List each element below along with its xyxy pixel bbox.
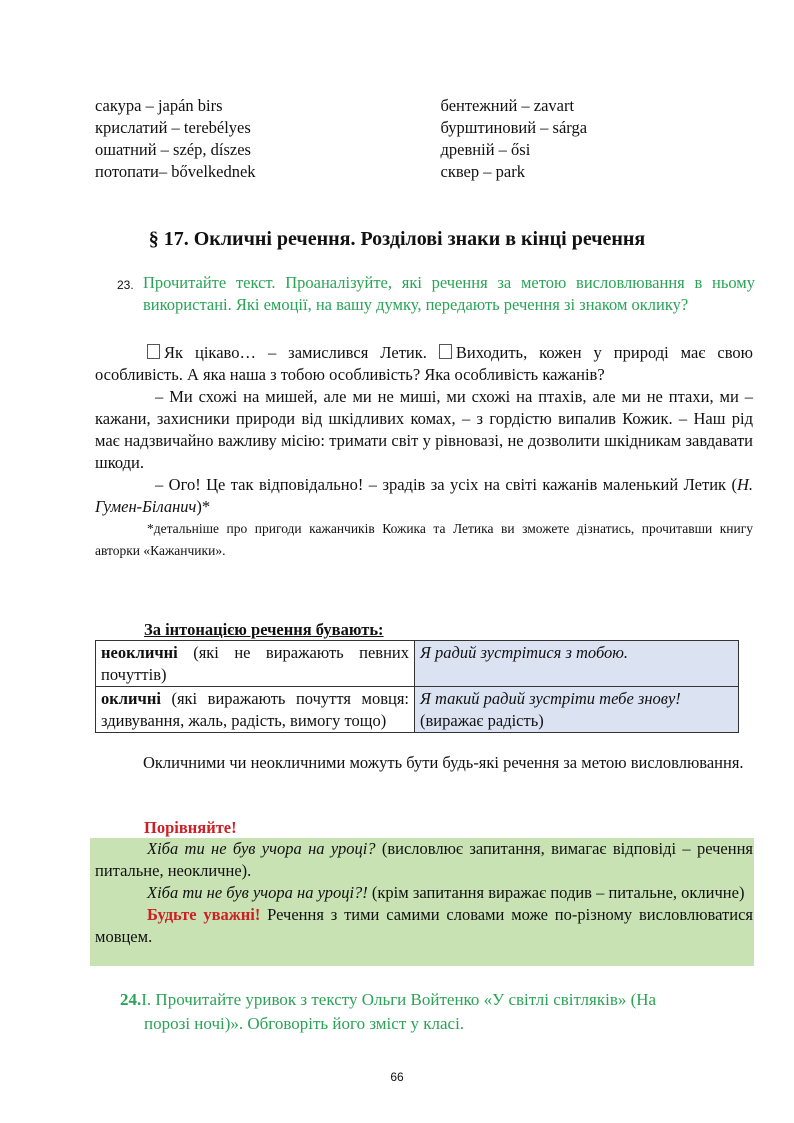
vocab-item: крислатий – terebélyes — [95, 118, 251, 137]
term-description: (які виражають почуття мовця: здивування, жаль, радість, вимогу тощо) — [101, 689, 409, 730]
task-instruction: І. Прочитайте уривок з тексту Ольги Войтенко «У світлі світляків» (На — [141, 990, 657, 1009]
task-24 — [120, 988, 754, 1036]
sentence-type-cell — [96, 641, 415, 687]
task-instruction: Прочитайте текст. Проаналізуйте, які речення за метою висловлювання в ньому використані. Які емоції, на вашу думку, передають речення зі знаком оклику? — [143, 273, 755, 314]
compare-sentence — [95, 838, 753, 882]
term: неокличні — [101, 643, 178, 662]
vocab-item: бурштиновий – sárga — [440, 118, 588, 137]
missing-glyph-icon — [439, 344, 452, 359]
vocab-item: сквер – park — [440, 162, 525, 181]
vocabulary-column-left — [95, 95, 441, 183]
intonation-table — [95, 640, 739, 733]
vocab-item: сакура – japán birs — [95, 96, 223, 115]
explanation: (висловлює запитання, вимагає відповіді – речення питальне, неокличне). — [95, 839, 753, 880]
vocab-item: ошатний – szép, díszes — [95, 140, 251, 159]
compare-box — [90, 838, 754, 966]
story-text: )* — [196, 497, 211, 516]
page-number: 66 — [390, 1070, 404, 1084]
table-row — [96, 687, 739, 733]
example-sentence: Хіба ти не був учора на уроці?! — [147, 883, 368, 902]
section-title: § 17. Окличні речення. Розділові знаки в кінці речення — [148, 228, 646, 250]
story-paragraph: – Ми схожі на мишей, але ми не миші, ми схожі на птахів, але ми не птахи, ми – кажани, захисники природи від шкідливих комах, – з гордістю випалив Кожик. – Наш рід має надзвичайно важливу місію: тримати світ у рівновазі, не дозволити шкідникам завдавати шкоди. — [95, 387, 753, 472]
attention-label: Будьте уважні! — [147, 905, 261, 924]
term: окличні — [101, 689, 161, 708]
story-text: Виходить, кожен у природі має свою особливість. А яка наша з тобою особливість? Яка особливість кажанів? — [95, 343, 753, 384]
table-row — [96, 641, 739, 687]
explanation: (крім запитання виражає подив – питальне, окличне) — [367, 883, 745, 902]
story-text: Як цікаво… – замислився Летик. — [164, 343, 427, 362]
example-sentence: Хіба ти не був учора на уроці? — [147, 839, 376, 858]
example-cell — [415, 641, 739, 687]
story-author: Н. Гумен-Біланич — [95, 475, 753, 516]
intonation-heading: За інтонацією речення бувають: — [144, 620, 384, 639]
example-text: Я радий зустрітися з тобою. — [420, 643, 629, 662]
footnote: *детальніше про пригоди кажанчиків Кожика та Летика ви зможете дізнатись, прочитавши книгу авторки «Кажанчики». — [95, 521, 753, 558]
task-line: порозі ночі)». Обговоріть його зміст у класі. — [144, 1014, 465, 1033]
compare-sentence — [95, 882, 753, 904]
attention-note — [95, 904, 753, 948]
vocab-item: древній – ősi — [440, 140, 531, 159]
compare-heading: Порівняйте! — [144, 818, 237, 837]
vocab-item: потопати– bővelkednek — [95, 162, 256, 181]
story-text: – Ого! Це так відповідально! – зрадів за усіх на світі кажанів маленький Летик ( — [155, 475, 737, 494]
vocabulary-list — [95, 95, 735, 183]
example-cell — [415, 687, 739, 733]
vocab-item: бентежний – zavart — [440, 96, 575, 115]
attention-text: Речення з тими самими словами може по-різному висловлюватися мовцем. — [95, 905, 753, 946]
sentence-type-cell — [96, 687, 415, 733]
vocabulary-column-right — [441, 95, 735, 183]
rule-note: Окличними чи неокличними можуть бути будь-які речення за метою висловлювання. — [143, 753, 744, 772]
task-number: 24. — [120, 990, 142, 1009]
term-description: (які не виражають певних почуттів) — [101, 643, 409, 684]
example-text: Я такий радий зустріти тебе знову! — [420, 689, 681, 708]
example-note: (виражає радість) — [420, 711, 544, 730]
story-paragraph — [95, 474, 753, 518]
task-line — [120, 988, 754, 1012]
task-23 — [95, 272, 755, 316]
story-excerpt — [95, 342, 753, 562]
missing-glyph-icon — [147, 344, 160, 359]
story-paragraph — [95, 342, 753, 386]
task-number: 23. — [117, 278, 134, 292]
